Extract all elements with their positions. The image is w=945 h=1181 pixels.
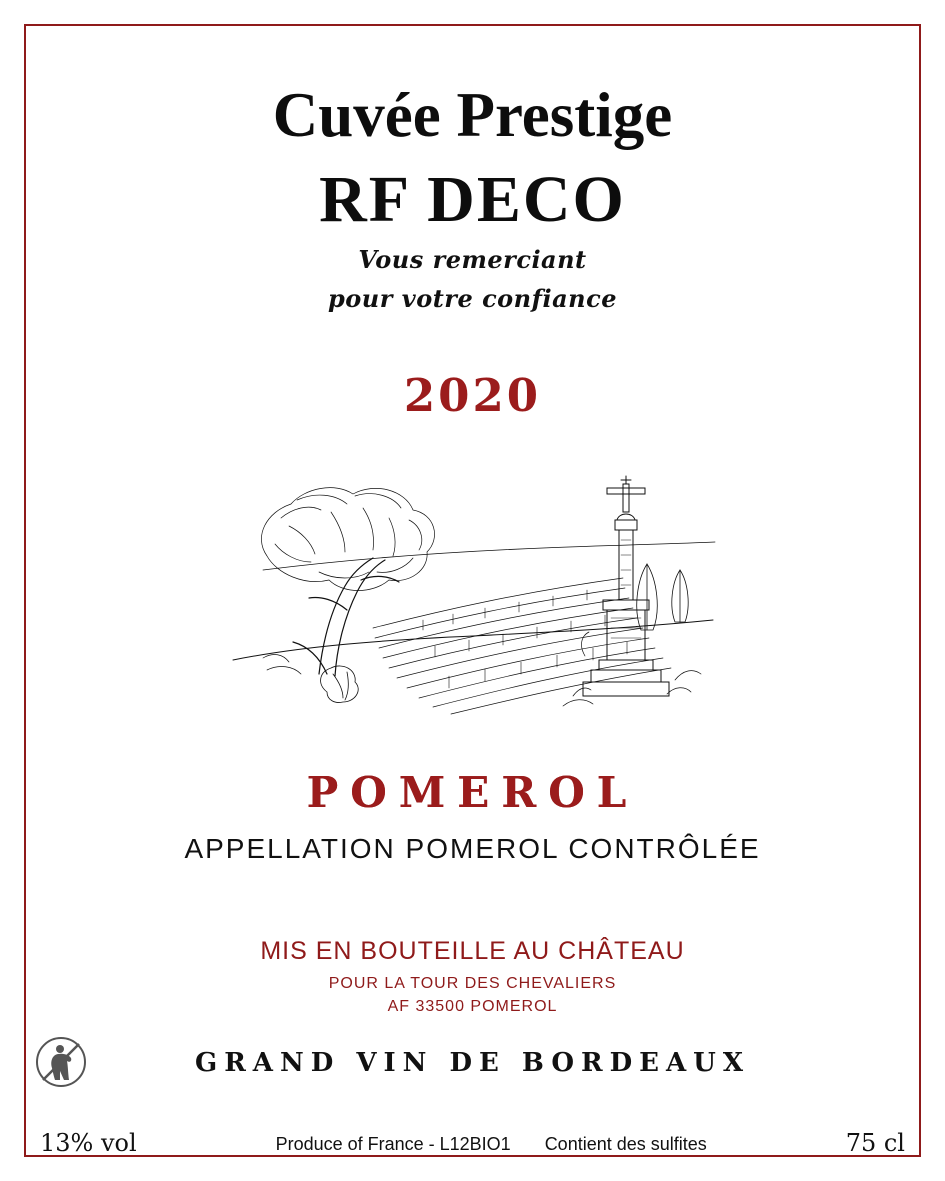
vineyard-engraving-illustration [223,460,723,720]
produce-of-france: Produce of France - L12BIO1 [275,1134,511,1154]
appellation-name: POMEROL [306,767,639,817]
grand-vin-de-bordeaux: GRAND VIN DE BORDEAUX [194,1047,750,1078]
cuvee-title: Cuvée Prestige [272,80,673,150]
pregnancy-warning-icon [34,1035,88,1089]
sulfites-warning: Contient des sulfites [544,1134,707,1154]
label-content [26,26,919,1155]
bottler-name: POUR LA TOUR DES CHEVALIERS [328,974,617,992]
script-line-2: pour votre confiance [328,283,617,313]
bottler-address: AF 33500 POMEROL [387,997,558,1015]
domain-name: RF DECO [319,163,626,236]
bottled-statement: MIS EN BOUTEILLE AU CHÂTEAU [260,936,685,965]
legal-center-group [276,1134,707,1157]
appellation-controlee: APPELLATION POMEROL CONTRÔLÉE [184,832,761,864]
bottom-legal-row [40,1129,905,1157]
bottle-volume: 75 cl [845,1129,905,1157]
vintage-year: 2020 [403,368,542,422]
script-line-1: Vous remerciant [358,245,587,274]
alcohol-content: 13% vol [40,1129,137,1157]
